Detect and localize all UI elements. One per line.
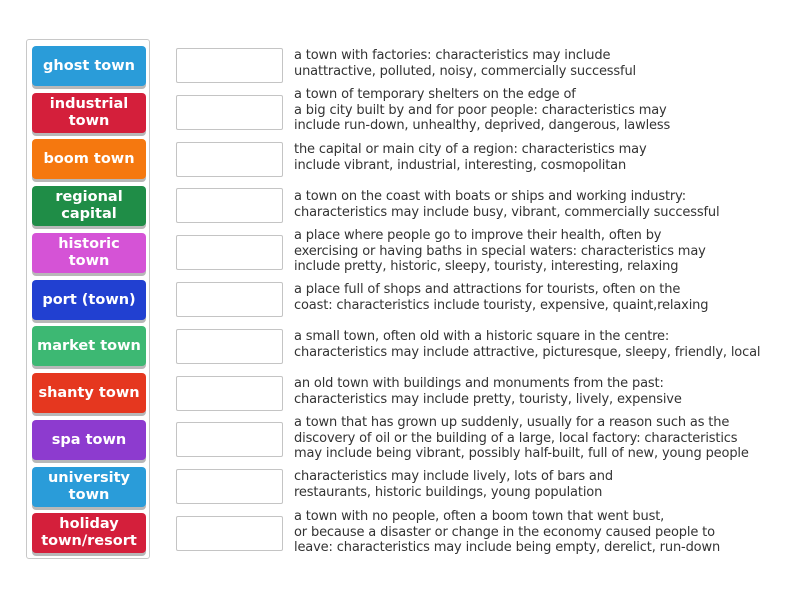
- definition-text: a town with factories: characteristics may include unattractive, polluted, noisy, commercially successful: [294, 48, 637, 79]
- tile-holiday-town-resort[interactable]: holiday town/resort: [32, 513, 146, 553]
- answer-drop-box[interactable]: [176, 48, 283, 83]
- answer-drop-box[interactable]: [176, 188, 283, 223]
- tile-port-town[interactable]: port (town): [32, 280, 146, 320]
- answer-drop-box[interactable]: [176, 469, 283, 504]
- definition-text: the capital or main city of a region: characteristics may include vibrant, industrial, interesting, cosmopolitan: [294, 142, 647, 173]
- tile-market-town[interactable]: market town: [32, 326, 146, 366]
- definition-text: an old town with buildings and monuments from the past: characteristics may include pretty, touristy, lively, expensive: [294, 376, 682, 407]
- answer-drop-box[interactable]: [176, 142, 283, 177]
- answer-drop-box[interactable]: [176, 329, 283, 364]
- tile-ghost-town[interactable]: ghost town: [32, 46, 146, 86]
- tile-industrial-town[interactable]: industrial town: [32, 93, 146, 133]
- answer-drop-box[interactable]: [176, 422, 283, 457]
- definition-text: a town of temporary shelters on the edge of a big city built by and for poor people: characteristics may include run-down, unhealthy, deprived, dangerous, lawless: [294, 87, 671, 133]
- answer-drop-box[interactable]: [176, 516, 283, 551]
- definition-text: a place where people go to improve their health, often by exercising or having baths in special waters: characteristics may include pretty, historic, sleepy, touristy, interesting, relaxing: [294, 228, 706, 274]
- definition-text: a small town, often old with a historic square in the centre: characteristics may include attractive, picturesque, sleepy, friendly, local: [294, 329, 761, 360]
- definition-text: a town that has grown up suddenly, usually for a reason such as the discovery of oil or the building of a large, local factory: characteristics may include being vibrant, possibly half-built, full of new, young people: [294, 415, 749, 461]
- tile-spa-town[interactable]: spa town: [32, 420, 146, 460]
- definition-text: characteristics may include lively, lots of bars and restaurants, historic buildings, young population: [294, 469, 613, 500]
- tile-university-town[interactable]: university town: [32, 467, 146, 507]
- definition-text: a town with no people, often a boom town that went bust, or because a disaster or change in the economy caused people to leave: characteristics may include being empty, derelict, run-down: [294, 509, 721, 555]
- tile-regional-capital[interactable]: regional capital: [32, 186, 146, 226]
- tile-boom-town[interactable]: boom town: [32, 139, 146, 179]
- answer-drop-box[interactable]: [176, 282, 283, 317]
- answer-drop-box[interactable]: [176, 95, 283, 130]
- tile-historic-town[interactable]: historic town: [32, 233, 146, 273]
- answer-drop-box[interactable]: [176, 235, 283, 270]
- answer-drop-box[interactable]: [176, 376, 283, 411]
- definition-text: a place full of shops and attractions for tourists, often on the coast: characteristics include touristy, expensive, quaint,relaxing: [294, 282, 709, 313]
- tile-shanty-town[interactable]: shanty town: [32, 373, 146, 413]
- definition-text: a town on the coast with boats or ships and working industry: characteristics may include busy, vibrant, commercially successful: [294, 189, 720, 220]
